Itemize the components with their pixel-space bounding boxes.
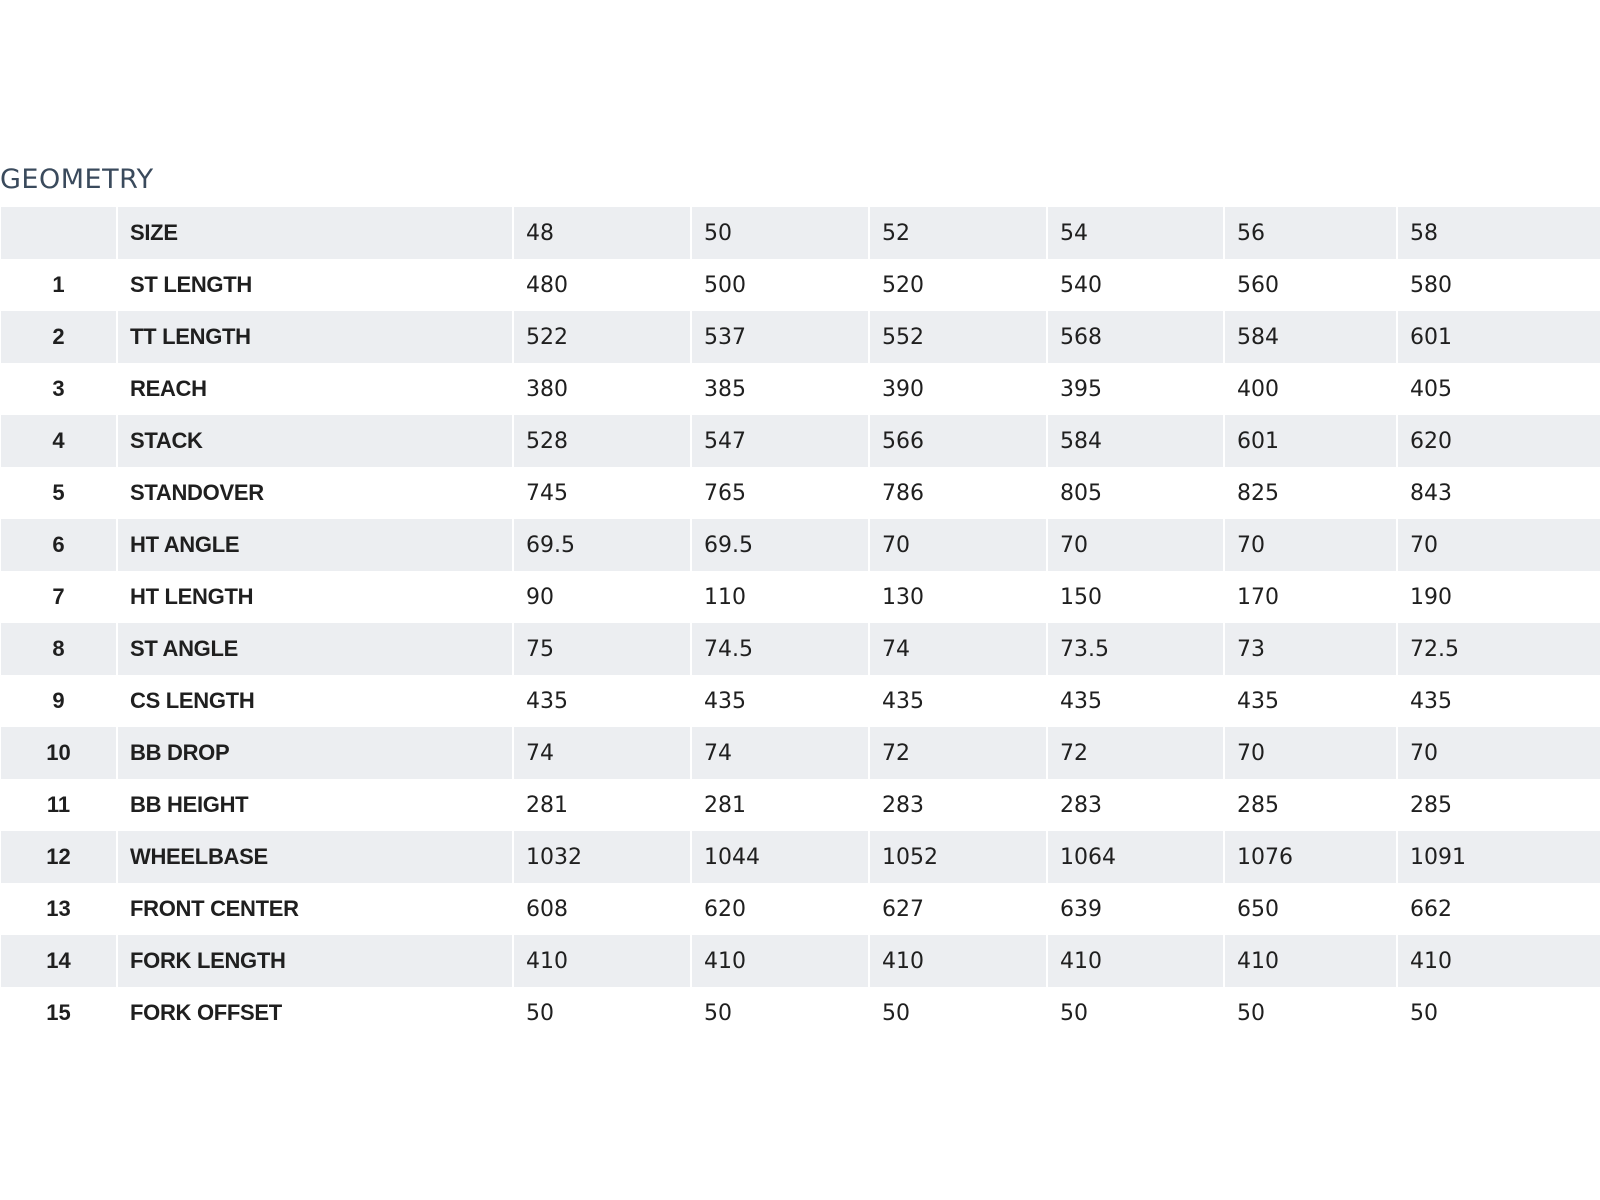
table-row [1,623,1600,675]
row-value: 75 [513,623,691,675]
header-size-0: 48 [513,207,691,259]
row-value: 390 [869,363,1047,415]
table-row [1,311,1600,363]
row-value: 410 [1224,935,1397,987]
row-value: 410 [691,935,869,987]
table-row [1,779,1600,831]
row-value: 1032 [513,831,691,883]
row-value: 74 [513,727,691,779]
row-value: 1044 [691,831,869,883]
row-value: 400 [1224,363,1397,415]
row-value: 1052 [869,831,1047,883]
row-label: HT ANGLE [117,519,513,571]
row-number: 5 [1,467,117,519]
row-number: 10 [1,727,117,779]
row-value: 73 [1224,623,1397,675]
row-label: FORK OFFSET [117,987,513,1039]
row-value: 608 [513,883,691,935]
table-row [1,675,1600,727]
row-value: 580 [1397,259,1600,311]
row-value: 745 [513,467,691,519]
table-row [1,987,1600,1039]
row-value: 283 [1047,779,1224,831]
row-value: 520 [869,259,1047,311]
row-value: 150 [1047,571,1224,623]
header-size-label: SIZE [117,207,513,259]
row-label: TT LENGTH [117,311,513,363]
row-value: 566 [869,415,1047,467]
row-value: 435 [513,675,691,727]
row-value: 110 [691,571,869,623]
row-value: 435 [1397,675,1600,727]
row-value: 825 [1224,467,1397,519]
row-number: 4 [1,415,117,467]
row-value: 410 [1397,935,1600,987]
row-value: 70 [1224,519,1397,571]
row-value: 50 [513,987,691,1039]
row-number: 11 [1,779,117,831]
table-row [1,727,1600,779]
row-number: 1 [1,259,117,311]
row-value: 74.5 [691,623,869,675]
row-value: 662 [1397,883,1600,935]
table-row [1,883,1600,935]
row-label: STANDOVER [117,467,513,519]
geometry-table [1,207,1600,1039]
row-value: 435 [1224,675,1397,727]
row-value: 1064 [1047,831,1224,883]
row-value: 50 [1397,987,1600,1039]
row-value: 50 [691,987,869,1039]
table-row [1,571,1600,623]
row-value: 285 [1397,779,1600,831]
row-value: 1091 [1397,831,1600,883]
row-value: 410 [869,935,1047,987]
row-value: 480 [513,259,691,311]
row-value: 547 [691,415,869,467]
row-value: 765 [691,467,869,519]
row-label: FORK LENGTH [117,935,513,987]
row-label: HT LENGTH [117,571,513,623]
row-value: 500 [691,259,869,311]
row-value: 283 [869,779,1047,831]
row-value: 843 [1397,467,1600,519]
header-size-3: 54 [1047,207,1224,259]
row-number: 14 [1,935,117,987]
table-row [1,831,1600,883]
row-value: 50 [1224,987,1397,1039]
row-value: 281 [691,779,869,831]
row-value: 601 [1224,415,1397,467]
row-value: 70 [1224,727,1397,779]
row-value: 522 [513,311,691,363]
row-value: 405 [1397,363,1600,415]
table-header-row [1,207,1600,259]
row-value: 620 [1397,415,1600,467]
row-number: 8 [1,623,117,675]
row-number: 12 [1,831,117,883]
row-value: 170 [1224,571,1397,623]
row-value: 190 [1397,571,1600,623]
row-value: 650 [1224,883,1397,935]
row-value: 395 [1047,363,1224,415]
row-value: 1076 [1224,831,1397,883]
row-value: 560 [1224,259,1397,311]
row-value: 72.5 [1397,623,1600,675]
row-value: 69.5 [691,519,869,571]
row-value: 385 [691,363,869,415]
row-label: ST ANGLE [117,623,513,675]
row-number: 15 [1,987,117,1039]
row-value: 435 [691,675,869,727]
row-value: 639 [1047,883,1224,935]
table-row [1,415,1600,467]
row-number: 3 [1,363,117,415]
row-value: 72 [1047,727,1224,779]
row-value: 74 [869,623,1047,675]
row-value: 281 [513,779,691,831]
row-label: ST LENGTH [117,259,513,311]
row-number: 2 [1,311,117,363]
row-label: CS LENGTH [117,675,513,727]
row-value: 435 [869,675,1047,727]
row-number: 13 [1,883,117,935]
row-value: 380 [513,363,691,415]
header-size-2: 52 [869,207,1047,259]
row-value: 528 [513,415,691,467]
row-value: 601 [1397,311,1600,363]
row-value: 285 [1224,779,1397,831]
row-value: 73.5 [1047,623,1224,675]
row-value: 130 [869,571,1047,623]
row-label: FRONT CENTER [117,883,513,935]
row-value: 568 [1047,311,1224,363]
row-value: 552 [869,311,1047,363]
row-value: 70 [1047,519,1224,571]
row-value: 584 [1224,311,1397,363]
row-value: 786 [869,467,1047,519]
row-number: 7 [1,571,117,623]
row-value: 50 [869,987,1047,1039]
row-label: STACK [117,415,513,467]
row-label: WHEELBASE [117,831,513,883]
row-value: 70 [869,519,1047,571]
row-value: 410 [1047,935,1224,987]
row-label: BB DROP [117,727,513,779]
table-row [1,519,1600,571]
row-value: 537 [691,311,869,363]
row-label: BB HEIGHT [117,779,513,831]
row-value: 627 [869,883,1047,935]
row-value: 410 [513,935,691,987]
row-value: 50 [1047,987,1224,1039]
row-value: 805 [1047,467,1224,519]
header-num-cell [1,207,117,259]
row-value: 435 [1047,675,1224,727]
row-number: 9 [1,675,117,727]
row-value: 540 [1047,259,1224,311]
table-row [1,467,1600,519]
row-value: 70 [1397,727,1600,779]
table-row [1,935,1600,987]
row-value: 74 [691,727,869,779]
header-size-1: 50 [691,207,869,259]
row-label: REACH [117,363,513,415]
header-size-4: 56 [1224,207,1397,259]
geometry-table-body [1,207,1600,1039]
row-value: 620 [691,883,869,935]
row-value: 70 [1397,519,1600,571]
table-row [1,259,1600,311]
row-value: 584 [1047,415,1224,467]
page-title: GEOMETRY [0,164,154,195]
header-size-5: 58 [1397,207,1600,259]
row-value: 69.5 [513,519,691,571]
row-number: 6 [1,519,117,571]
row-value: 72 [869,727,1047,779]
table-row [1,363,1600,415]
row-value: 90 [513,571,691,623]
